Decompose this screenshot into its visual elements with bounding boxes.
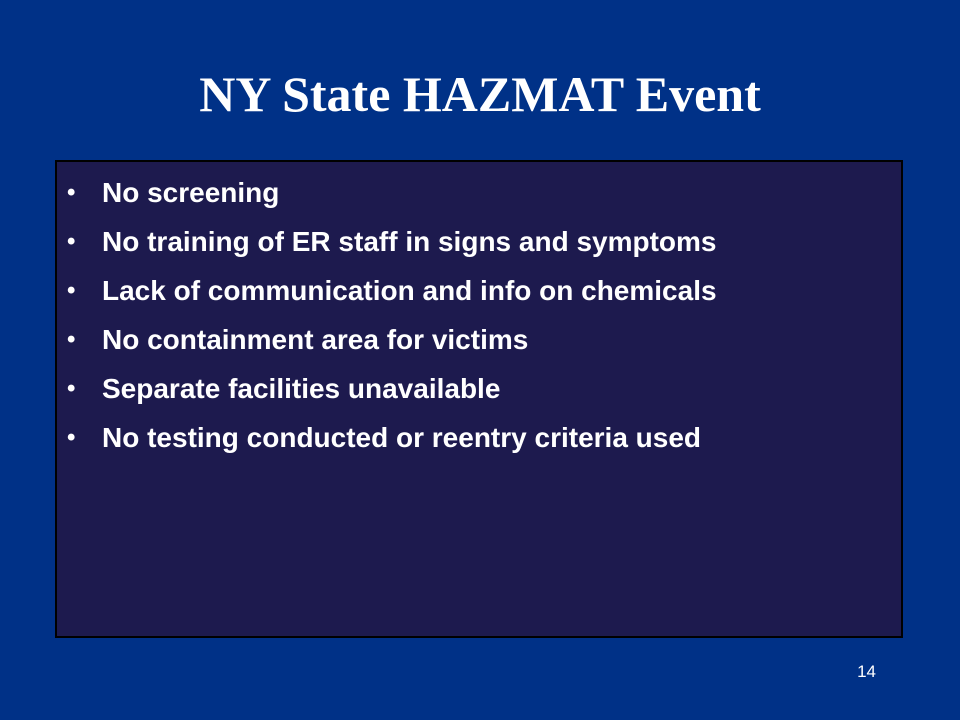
- bullet-dot: •: [67, 424, 76, 451]
- bullet-item: [57, 372, 901, 406]
- bullet-text: Lack of communication and info on chemicals: [102, 275, 717, 306]
- bullet-content-box: [55, 160, 903, 638]
- bullet-dot: •: [67, 277, 76, 304]
- bullet-item: [57, 176, 901, 210]
- bullet-text: No containment area for victims: [102, 324, 529, 355]
- bullet-item: [57, 274, 901, 308]
- bullet-item: [57, 323, 901, 357]
- bullet-item: [57, 225, 901, 259]
- bullet-dot: •: [67, 375, 76, 402]
- bullet-dot: •: [67, 179, 76, 206]
- bullet-text: No training of ER staff in signs and symptoms: [102, 226, 717, 257]
- slide-title: NY State HAZMAT Event: [199, 66, 761, 122]
- bullet-text: Separate facilities unavailable: [102, 373, 501, 404]
- bullet-text: No screening: [102, 177, 280, 208]
- bullet-dot: •: [67, 228, 76, 255]
- bullet-dot: •: [67, 326, 76, 353]
- bullet-list: [57, 176, 901, 470]
- bullet-item: [57, 421, 901, 455]
- bullet-text: No testing conducted or reentry criteria used: [102, 422, 702, 453]
- page-number: 14: [857, 662, 876, 681]
